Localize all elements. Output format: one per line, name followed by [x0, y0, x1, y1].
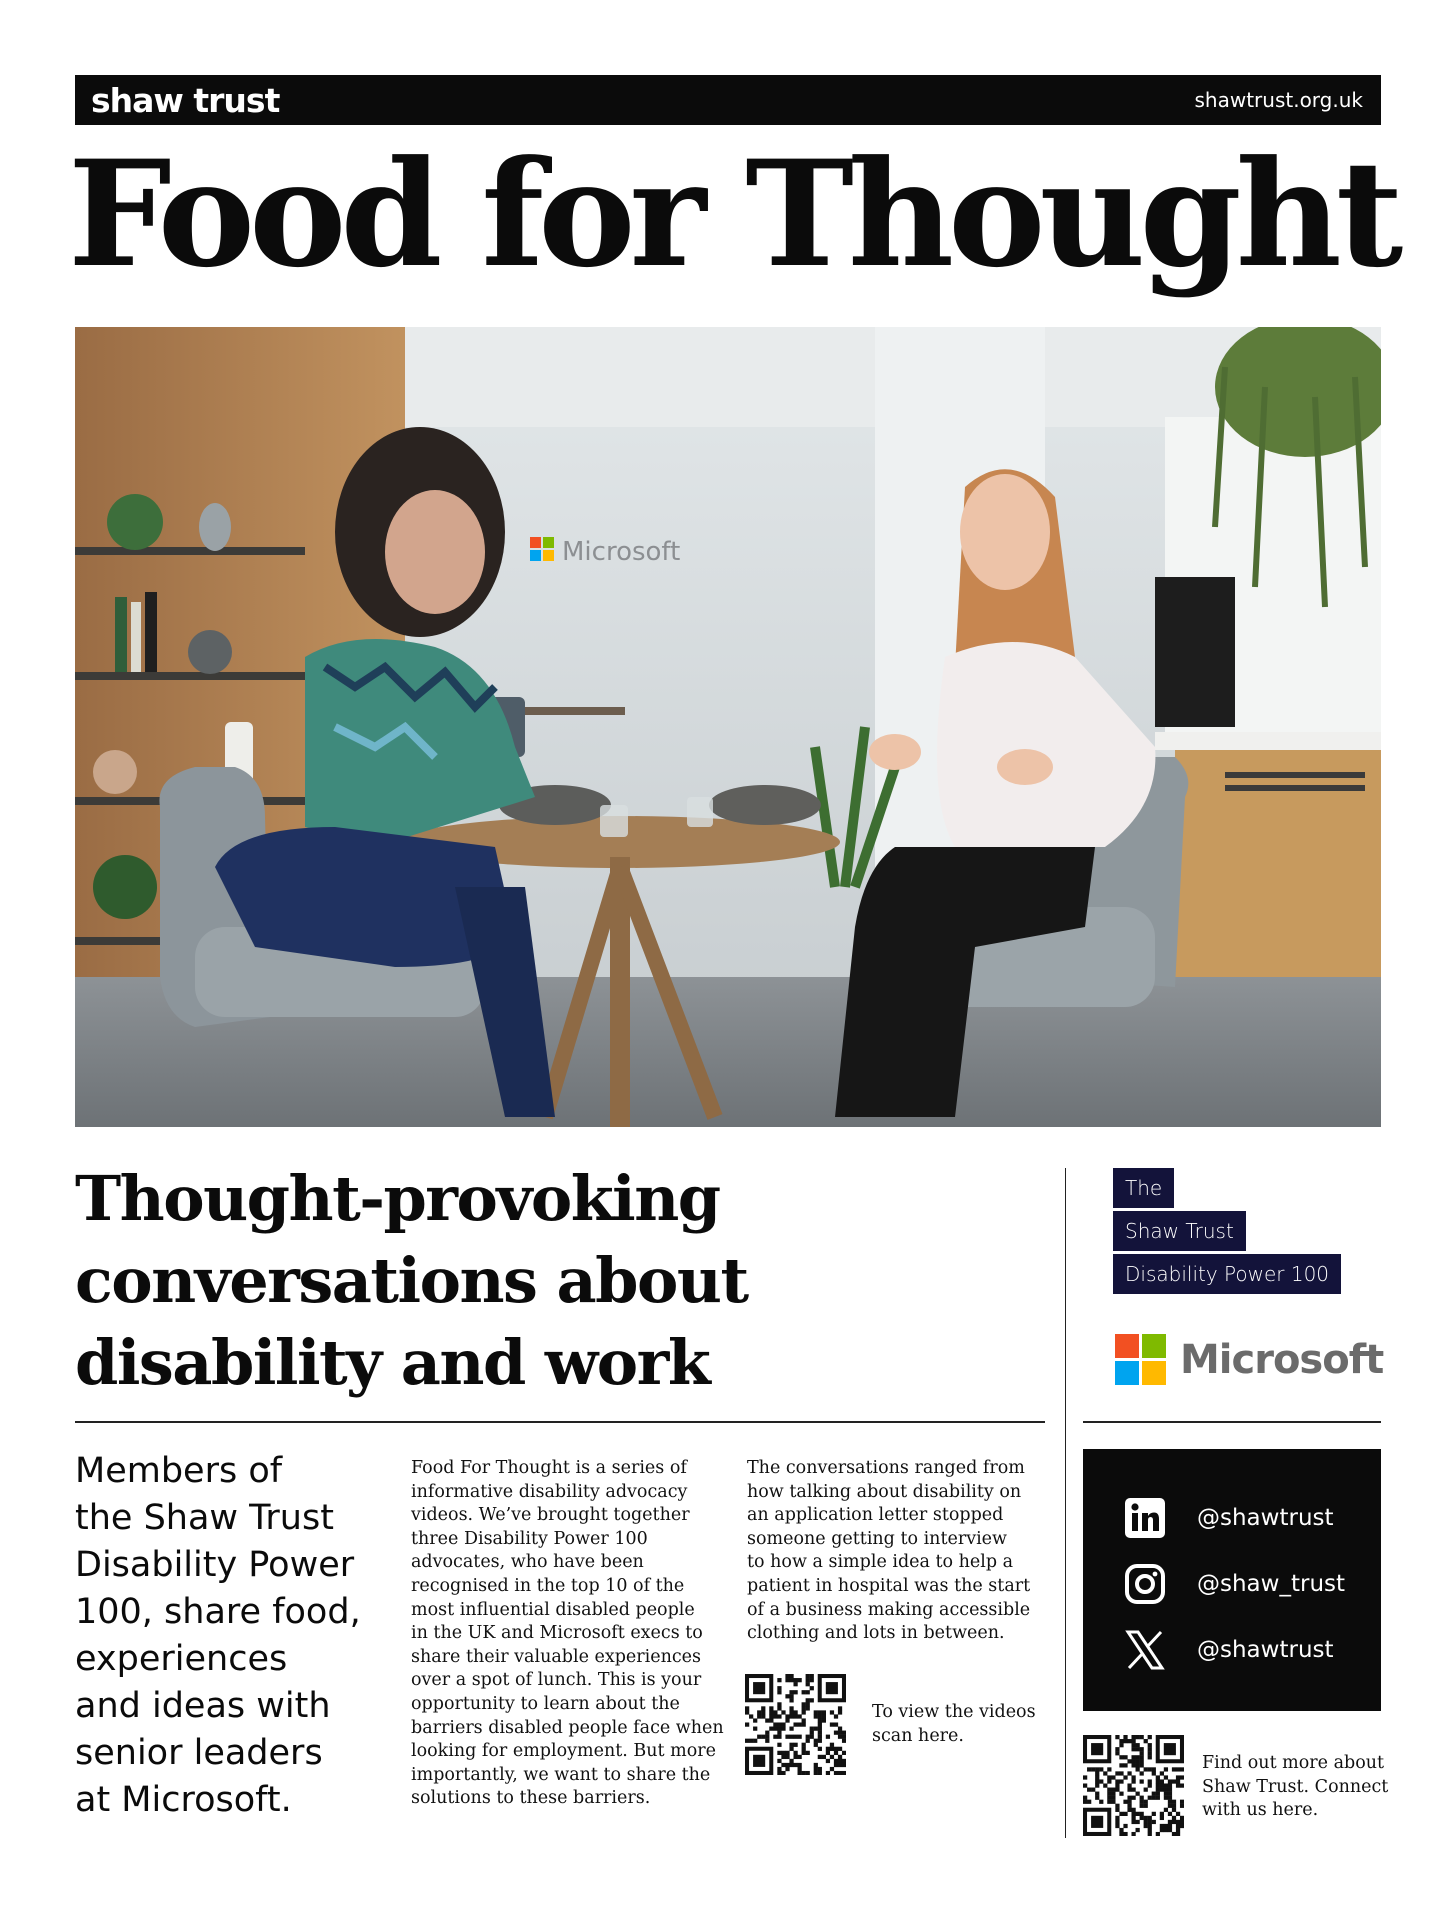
badge-line: The — [1113, 1168, 1174, 1208]
body-line: most influential disabled people — [411, 1599, 695, 1620]
body-line: Food For Thought is a series of — [411, 1458, 687, 1478]
website-link[interactable]: shawtrust.org.uk — [1194, 88, 1363, 112]
intro-line: experiences — [75, 1639, 288, 1679]
body-line: advocates, who have been — [411, 1552, 644, 1573]
body-line: three Disability Power 100 — [411, 1528, 648, 1549]
body-line: The conversations ranged from — [747, 1458, 1025, 1478]
body-line: of a business making accessible — [747, 1599, 1031, 1620]
body-line: over a spot of lunch. This is your — [411, 1670, 702, 1691]
connect-qr-code[interactable] — [1083, 1735, 1184, 1836]
brand-logo: shaw trust — [91, 80, 280, 120]
badge-line: Shaw Trust — [1113, 1211, 1246, 1251]
instagram-icon — [1123, 1562, 1167, 1606]
qr-caption-line: To view the videos — [872, 1702, 1036, 1722]
qr-caption-line: Find out more about — [1202, 1753, 1385, 1773]
intro-line: Members of — [75, 1451, 283, 1491]
intro-line: Disability Power — [75, 1545, 355, 1585]
intro-line: and ideas with — [75, 1686, 331, 1726]
body-column-2 — [747, 1457, 1047, 1646]
body-line: in the UK and Microsoft execs to — [411, 1623, 703, 1644]
body-line: to how a simple idea to help a — [747, 1552, 1014, 1573]
subheadline-line: conversations about — [75, 1244, 748, 1317]
body-line: recognised in the top 10 of the — [411, 1575, 685, 1596]
vertical-divider — [1065, 1168, 1066, 1838]
body-line: solutions to these barriers. — [411, 1788, 651, 1809]
badge-line: Disability Power 100 — [1113, 1254, 1341, 1294]
body-line: someone getting to interview — [747, 1528, 1008, 1549]
social-links-panel — [1083, 1449, 1381, 1711]
subheadline-line: Thought-provoking — [75, 1162, 720, 1235]
body-line: informative disability advocacy — [411, 1481, 688, 1502]
subheadline-line: disability and work — [75, 1326, 710, 1399]
social-link-instagram[interactable] — [1083, 1551, 1381, 1617]
body-line: clothing and lots in between. — [747, 1623, 1005, 1644]
microsoft-logo-text: Microsoft — [1180, 1336, 1384, 1383]
page-title: Food for Thought — [68, 129, 1398, 300]
social-link-linkedin[interactable] — [1083, 1485, 1381, 1551]
header-bar — [75, 75, 1381, 125]
divider — [75, 1421, 1045, 1423]
connect-qr-caption — [1202, 1752, 1388, 1823]
social-handle: @shawtrust — [1197, 1505, 1334, 1531]
intro-text — [75, 1448, 375, 1824]
linkedin-icon — [1123, 1496, 1167, 1540]
intro-line: the Shaw Trust — [75, 1498, 334, 1538]
social-handle: @shaw_trust — [1197, 1571, 1346, 1597]
subheadline — [75, 1158, 975, 1404]
intro-line: at Microsoft. — [75, 1780, 292, 1820]
body-line: importantly, we want to share the — [411, 1764, 711, 1785]
social-handle: @shawtrust — [1197, 1637, 1334, 1663]
body-line: share their valuable experiences — [411, 1646, 702, 1667]
body-line: looking for employment. But more — [411, 1741, 716, 1762]
qr-caption-line: Shaw Trust. Connect — [1202, 1776, 1389, 1797]
microsoft-logo-icon — [1115, 1334, 1166, 1385]
body-line: videos. We’ve brought together — [411, 1505, 690, 1526]
qr-caption-line: with us here. — [1202, 1800, 1319, 1821]
qr-caption-line: scan here. — [872, 1725, 964, 1746]
body-column-1 — [411, 1457, 724, 1811]
disability-power-100-badge — [1113, 1168, 1341, 1297]
hero-photo — [75, 327, 1381, 1127]
social-link-x[interactable] — [1083, 1617, 1381, 1683]
body-line: how talking about disability on — [747, 1481, 1022, 1502]
intro-line: 100, share food, — [75, 1592, 361, 1632]
videos-qr-caption — [872, 1701, 1036, 1748]
divider — [1083, 1421, 1381, 1423]
body-line: patient in hospital was the start — [747, 1575, 1031, 1596]
videos-qr-code[interactable] — [745, 1674, 846, 1775]
microsoft-logo — [1115, 1334, 1383, 1385]
body-line: an application letter stopped — [747, 1505, 1004, 1526]
wall-logo-text: Microsoft — [562, 537, 681, 567]
x-icon — [1123, 1628, 1167, 1672]
body-line: barriers disabled people face when — [411, 1717, 724, 1738]
intro-line: senior leaders — [75, 1733, 323, 1773]
body-line: opportunity to learn about the — [411, 1693, 680, 1714]
